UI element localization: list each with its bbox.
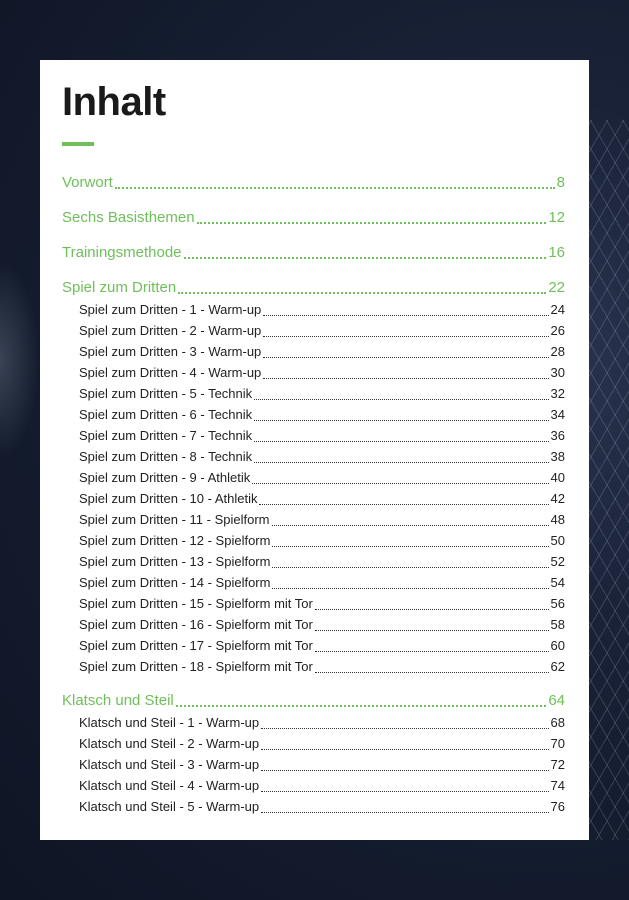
subchapter-entry[interactable] [62, 733, 565, 754]
subchapter-label: Spiel zum Dritten - 11 - Spielform [79, 512, 270, 527]
subchapter-label: Spiel zum Dritten - 10 - Athletik [79, 491, 258, 506]
subchapter-label: Klatsch und Steil - 4 - Warm-up [79, 778, 260, 793]
subchapter-page-number: 48 [550, 512, 565, 527]
dot-leader [272, 525, 549, 526]
subchapter-page-number: 70 [550, 736, 565, 751]
dot-leader [197, 222, 547, 224]
chapter-label: Trainingsmethode [62, 244, 182, 261]
subchapter-entry[interactable] [62, 754, 565, 775]
dot-leader [261, 749, 548, 750]
dot-leader [261, 812, 548, 813]
subchapter-label: Spiel zum Dritten - 17 - Spielform mit Tor [79, 638, 313, 653]
subchapter-label: Spiel zum Dritten - 7 - Technik [79, 428, 253, 443]
dot-leader [254, 420, 548, 421]
subchapter-entry[interactable] [62, 551, 565, 572]
dot-leader [261, 770, 548, 771]
subchapter-entry[interactable] [62, 383, 565, 404]
dot-leader [315, 651, 549, 652]
subchapter-page-number: 68 [550, 715, 565, 730]
chapter-label: Vorwort [62, 174, 113, 191]
dot-leader [254, 399, 548, 400]
chapter-page-number: 64 [548, 692, 565, 709]
subchapter-page-number: 32 [550, 386, 565, 401]
subchapter-page-number: 58 [550, 617, 565, 632]
dot-leader [263, 357, 548, 358]
table-of-contents [62, 172, 565, 817]
subchapter-label: Klatsch und Steil - 5 - Warm-up [79, 799, 260, 814]
subchapter-page-number: 60 [550, 638, 565, 653]
subchapter-entry[interactable] [62, 509, 565, 530]
subchapter-label: Spiel zum Dritten - 18 - Spielform mit Tor [79, 659, 313, 674]
subchapter-label: Spiel zum Dritten - 1 - Warm-up [79, 302, 262, 317]
subchapter-label: Spiel zum Dritten - 2 - Warm-up [79, 323, 262, 338]
subchapter-entry[interactable] [62, 572, 565, 593]
dot-leader [272, 546, 548, 547]
subchapter-entry[interactable] [62, 320, 565, 341]
chapter-entry[interactable] [62, 207, 565, 229]
subchapter-label: Spiel zum Dritten - 6 - Technik [79, 407, 253, 422]
subchapter-page-number: 56 [550, 596, 565, 611]
dot-leader [315, 609, 549, 610]
chapter-entry[interactable] [62, 277, 565, 299]
dot-leader [263, 315, 548, 316]
page-title: Inhalt [62, 80, 166, 124]
dot-leader [254, 441, 548, 442]
stadium-light-background [0, 260, 40, 460]
subchapter-entry[interactable] [62, 362, 565, 383]
subchapter-entry[interactable] [62, 656, 565, 677]
chapter-page-number: 12 [548, 209, 565, 226]
subchapter-page-number: 26 [550, 323, 565, 338]
subchapter-label: Spiel zum Dritten - 14 - Spielform [79, 575, 271, 590]
subchapter-label: Spiel zum Dritten - 12 - Spielform [79, 533, 271, 548]
subchapter-entry[interactable] [62, 530, 565, 551]
subchapter-page-number: 42 [550, 491, 565, 506]
subchapter-label: Klatsch und Steil - 2 - Warm-up [79, 736, 260, 751]
dot-leader [176, 705, 547, 707]
subchapter-page-number: 72 [550, 757, 565, 772]
subchapter-entry[interactable] [62, 299, 565, 320]
dot-leader [272, 588, 548, 589]
dot-leader [315, 672, 549, 673]
subchapter-entry[interactable] [62, 593, 565, 614]
chapter-label: Sechs Basisthemen [62, 209, 195, 226]
subchapter-entry[interactable] [62, 425, 565, 446]
subchapter-label: Spiel zum Dritten - 4 - Warm-up [79, 365, 262, 380]
subchapter-page-number: 24 [550, 302, 565, 317]
subchapter-label: Klatsch und Steil - 1 - Warm-up [79, 715, 260, 730]
dot-leader [252, 483, 548, 484]
subchapter-page-number: 36 [550, 428, 565, 443]
dot-leader [184, 257, 547, 259]
subchapter-entry[interactable] [62, 775, 565, 796]
dot-leader [115, 187, 555, 189]
chapter-page-number: 8 [556, 174, 565, 191]
subchapter-page-number: 74 [550, 778, 565, 793]
subchapter-entry[interactable] [62, 712, 565, 733]
chapter-page-number: 16 [548, 244, 565, 261]
subchapter-label: Spiel zum Dritten - 13 - Spielform [79, 554, 271, 569]
dot-leader [259, 504, 548, 505]
subchapter-label: Spiel zum Dritten - 9 - Athletik [79, 470, 251, 485]
subchapter-entry[interactable] [62, 341, 565, 362]
subchapter-page-number: 54 [550, 575, 565, 590]
dot-leader [261, 728, 548, 729]
subchapter-page-number: 34 [550, 407, 565, 422]
dot-leader [315, 630, 549, 631]
subchapter-page-number: 28 [550, 344, 565, 359]
subchapter-entry[interactable] [62, 614, 565, 635]
toc-card [40, 60, 589, 840]
subchapter-page-number: 40 [550, 470, 565, 485]
subchapter-page-number: 50 [550, 533, 565, 548]
dot-leader [263, 378, 548, 379]
dot-leader [263, 336, 548, 337]
chapter-entry[interactable] [62, 690, 565, 712]
chapter-label: Spiel zum Dritten [62, 279, 177, 296]
subchapter-label: Klatsch und Steil - 3 - Warm-up [79, 757, 260, 772]
subchapter-label: Spiel zum Dritten - 16 - Spielform mit Tor [79, 617, 313, 632]
subchapter-label: Spiel zum Dritten - 8 - Technik [79, 449, 253, 464]
chapter-entry[interactable] [62, 242, 565, 264]
subchapter-page-number: 52 [550, 554, 565, 569]
subchapter-entry[interactable] [62, 467, 565, 488]
subchapter-page-number: 62 [550, 659, 565, 674]
dot-leader [261, 791, 548, 792]
subchapter-page-number: 30 [550, 365, 565, 380]
chapter-page-number: 22 [548, 279, 565, 296]
dot-leader [272, 567, 548, 568]
subchapter-entry[interactable] [62, 446, 565, 467]
subchapter-entry[interactable] [62, 404, 565, 425]
subchapter-page-number: 38 [550, 449, 565, 464]
subchapter-entry[interactable] [62, 635, 565, 656]
subchapter-label: Spiel zum Dritten - 15 - Spielform mit Tor [79, 596, 313, 611]
title-underline [62, 142, 94, 146]
chapter-label: Klatsch und Steil [62, 692, 174, 709]
subchapter-page-number: 76 [550, 799, 565, 814]
subchapter-label: Spiel zum Dritten - 3 - Warm-up [79, 344, 262, 359]
subchapter-label: Spiel zum Dritten - 5 - Technik [79, 386, 253, 401]
dot-leader [178, 292, 546, 294]
subchapter-entry[interactable] [62, 488, 565, 509]
dot-leader [254, 462, 548, 463]
chapter-entry[interactable] [62, 172, 565, 194]
subchapter-entry[interactable] [62, 796, 565, 817]
